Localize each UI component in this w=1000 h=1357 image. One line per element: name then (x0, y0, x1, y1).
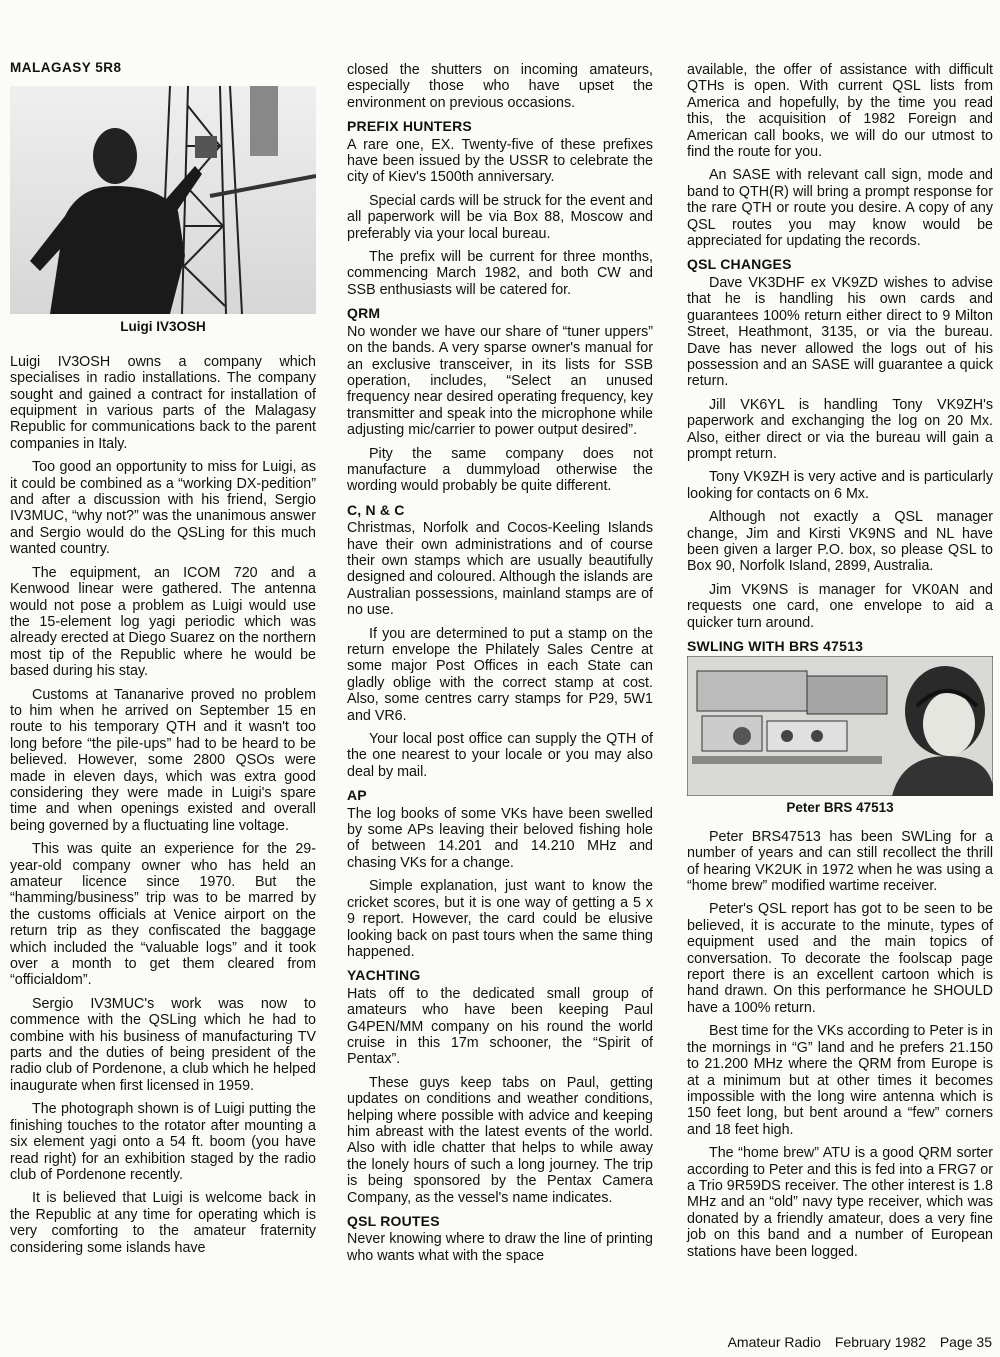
column-2 (347, 62, 653, 1271)
paragraph: Christmas, Norfolk and Cocos-Keeling Islands have their own administrations and of course their own stamps which are usually beautifully designed and coloured. Although the islands are Australian possessions, mainland stamps are of no use. (347, 520, 653, 619)
paragraph: The log books of some VKs have been swelled by some APs leaving their beloved fishing hole of between 14.201 and 14.210 MHz and chasing VKs for a change. (347, 805, 653, 871)
paragraph: The photograph shown is of Luigi putting the finishing touches to the rotator after mounting a six element yagi onto a 54 ft. boom (you have read right) for an exhibition staged by the radio club of Pordenone recently. (10, 1101, 316, 1183)
section-heading-qrm: QRM (347, 305, 381, 322)
paragraph: Dave VK3DHF ex VK9ZD wishes to advise that he is handling his own cards and guarantees 100% return either direct to 9 Milton Street, Heathmont, 3135, or via the bureau. Dave has never allowed the logs out of his possession and an SASE will guarantee a quick return. (687, 274, 993, 390)
paragraph: The equipment, an ICOM 720 and a Kenwood linear were gathered. The antenna would not pose a problem as Luigi would use the 15-element log yagi periodic which was already erected at Diego Suarez on the northern most tip of the Republic where he would be based during his stay. (10, 564, 316, 680)
photo-caption-luigi: Luigi IV3OSH (120, 319, 206, 335)
paragraph: Jill VK6YL is handling Tony VK9ZH's paperwork and exchanging the log on 20 Mx. Also, either direct or via the bureau will gain a prompt return. (687, 396, 993, 462)
paragraph: Peter's QSL report has got to be seen to be believed, it is accurate to the minute, types of equipment used and the main topics of conversation. To decorate the foolscap page report there is an excellent cartoon which is hand drawn. On this performance he SHOULD have a 100% return. (687, 901, 993, 1016)
paragraph: A rare one, EX. Twenty-five of these prefixes have been issued by the USSR to celebrate the city of Kiev's 1500th anniversary. (347, 136, 653, 186)
paragraph: An SASE with relevant call sign, mode and band to QTH(R) will bring a prompt response for the rare QTH or route you desire. A copy of any QSL routes you may know would be appreciated for updating the records. (687, 167, 993, 250)
paragraph: closed the shutters on incoming amateurs, especially those who have upset the environment on previous occasions. (347, 62, 653, 111)
page-number: Page 35 (939, 1334, 992, 1350)
paragraph: Never knowing where to draw the line of printing who wants what with the space (347, 1231, 653, 1264)
section-heading-malagasy: MALAGASY 5R8 (10, 60, 122, 75)
photo-peter (687, 656, 993, 796)
paragraph: available, the offer of assistance with difficult QTHs is open. With current QSL lists from America and hopefully, by the time you read this, the acquisition of 1982 Foreign and American call books, we will do our utmost to find the route for you. (687, 62, 993, 161)
paragraph: Simple explanation, just want to know the cricket scores, but it is one way of getting a 5 x 9 report. However, the card could be elusive looking back on past tours when the same thing happened. (347, 878, 653, 960)
paragraph: This was quite an experience for the 29-year-old company owner who has held an amateur licence since 1970. But the “hamming/business” trip was to be marred by the customs officials at Venice airport on the return trip as they confiscated the baggage which included the “valuable logs” and it took over a month to get them cleared from “officialdom”. (10, 841, 316, 989)
paragraph: If you are determined to put a stamp on the return envelope the Philately Sales Centre at some major Post Offices in each State can gladly oblige with the correct stamp at cost. Also, some centres carry stamps for P29, 5W1 and VR6. (347, 625, 653, 724)
column-1 (10, 60, 316, 1263)
paragraph: Tony VK9ZH is very active and is particularly looking for contacts on 6 Mx. (687, 469, 993, 502)
section-heading-prefix-hunters: PREFIX HUNTERS (347, 118, 472, 135)
section-heading-swling: SWLING WITH BRS 47513 (687, 638, 864, 654)
paragraph: Best time for the VKs according to Peter is in the mornings in “G” land and he prefers 21.150 to 21.200 MHz where the QRM from Europe is at a minimum but at other times it becomes impossible with the long wire antenna which is 150 feet long, but bent around a “few” corners and 18 feet high. (687, 1023, 993, 1138)
column-3 (687, 62, 993, 1267)
paragraph: Jim VK9NS is manager for VK0AN and requests one card, one envelope to aid a quicker turn around. (687, 581, 993, 631)
publication-name: Amateur Radio (727, 1334, 821, 1350)
paragraph: Customs at Tananarive proved no problem to him when he arrived on September 15 en route to his temporary QTH and it wasn't too long before “the pile-ups” had to be heard to be believed. However, some 2800 QSOs were made in eleven days, which was extra good considering they were made in Luigi's spare time and when openings existed and overall being governed by a fluctuating line voltage. (10, 686, 316, 834)
photo-luigi-image (10, 86, 316, 314)
paragraph: These guys keep tabs on Paul, getting updates on conditions and weather conditions, helping where possible with advice and keeping him abreast with the latest events of the world. Also with idle chatter that helps to while away the lonely hours of such a long journey. The trip is being sponsored by the Pentax Camera Company, as the vessel's name indicates. (347, 1074, 653, 1206)
section-heading-ap: AP (347, 787, 367, 804)
paragraph: Pity the same company does not manufacture a dummyload otherwise the wording would probably be quite different. (347, 445, 653, 495)
paragraph: Peter BRS47513 has been SWLing for a number of years and can still recollect the thrill of hearing VK2UK in 1972 when he was using a “home brew” modified wartime receiver. (687, 828, 993, 895)
photo-peter-image (687, 656, 993, 796)
publication-date: February 1982 (834, 1334, 926, 1350)
section-heading-qsl-changes: QSL CHANGES (687, 256, 792, 273)
paragraph: Sergio IV3MUC's work was now to commence with the QSLing which he had to combine with his business of manufacturing TV parts and the duties of being president of the radio club of Pordenone, a club which he helped inaugurate when first licensed in 1959. (10, 995, 316, 1094)
paragraph: No wonder we have our share of “tuner uppers” on the bands. A very sparse owner's manual for an exclusive transceiver, in its lists for SSB operation, includes, “Select an unused frequency near desired operating frequency, key transmitter and speak into the microphone while adjusting mic/carrier to power output desired”. (347, 323, 653, 439)
paragraph: The prefix will be current for three months, commencing March 1982, and both CW and SSB enthusiasts will be catered for. (347, 249, 653, 298)
paragraph: Your local post office can supply the QTH of the one nearest to your locale or you may also deal by mail. (347, 731, 653, 780)
paragraph: Hats off to the dedicated small group of amateurs who have been keeping Paul G4PEN/MM company on his round the world cruise in this 17m schooner, the “Spirit of Pentax”. (347, 985, 653, 1068)
page-footer (718, 1334, 992, 1350)
paragraph: Special cards will be struck for the event and all paperwork will be via Box 88, Moscow and preferably via your local bureau. (347, 192, 653, 242)
section-heading-cnc: C, N & C (347, 501, 405, 518)
paragraph: Although not exactly a QSL manager change, Jim and Kirsti VK9NS and NL have been given a larger P.O. box, so please QSL to Box 90, Norfolk Island, 2899, Australia. (687, 509, 993, 575)
paragraph: Too good an opportunity to miss for Luigi, as it could be combined as a “working DX-pedition” and after a discussion with his friend, Sergio IV3MUC, “why not?” was the unanimous answer and Sergio would do the QSLing for this much wanted country. (10, 459, 316, 558)
paragraph: Luigi IV3OSH owns a company which specialises in radio installations. The company sought and gained a contract for installation of equipment in various parts of the Malagasy Republic for communications back to the parent companies in Italy. (10, 353, 316, 452)
photo-luigi (10, 86, 316, 314)
photo-caption-peter: Peter BRS 47513 (786, 800, 894, 816)
paragraph: The “home brew” ATU is a good QRM sorter according to Peter and this is fed into a FRG7 or a Trio 9R59DS receiver. The other interest is 1.8 MHz and an “old” navy type receiver, which was donated by a friendly amateur, does a very fine job on this band and a number of European stations have been logged. (687, 1145, 993, 1260)
section-heading-yachting: YACHTING (347, 967, 421, 984)
section-heading-qsl-routes: QSL ROUTES (347, 1213, 440, 1229)
paragraph: It is believed that Luigi is welcome back in the Republic at any time for operating which is very comforting to the amateur fraternity considering some islands have (10, 1190, 316, 1256)
